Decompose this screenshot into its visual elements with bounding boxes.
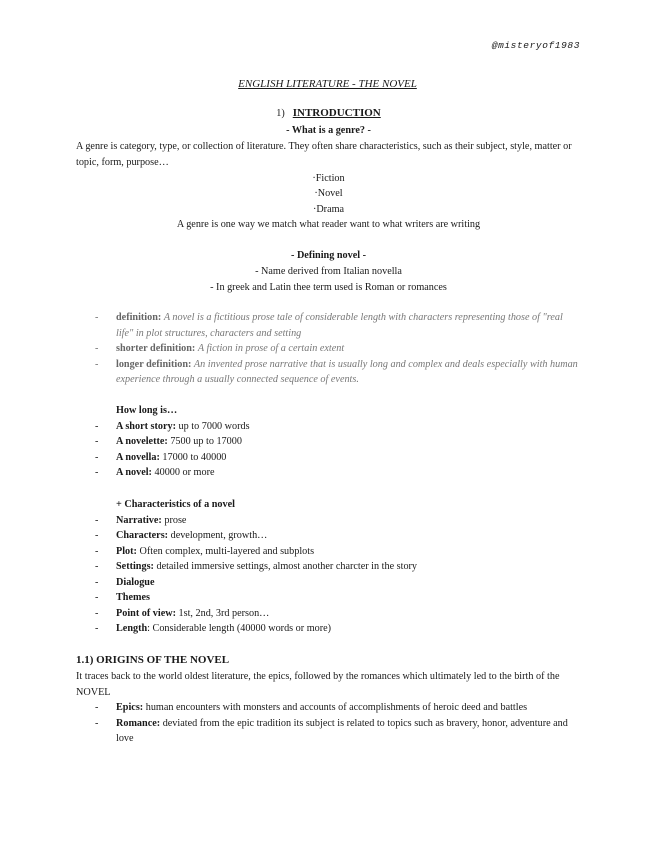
list-item: - A short story: up to 7000 words <box>95 420 250 432</box>
section-heading-introduction <box>76 106 581 122</box>
list-item: - Plot: Often complex, multi-layered and subplots <box>95 545 315 557</box>
how-long-heading: How long is… <box>116 405 178 416</box>
author-handle: @misteryof1983 <box>491 40 580 51</box>
dash-bullet: - <box>95 312 99 323</box>
defining-novel-heading: - Defining novel - <box>291 250 366 261</box>
list-item: - Dialogue <box>95 576 155 588</box>
dash-bullet: - <box>95 358 99 370</box>
definition-list <box>76 310 581 388</box>
characteristics-list <box>76 513 581 637</box>
characteristics-section <box>76 497 581 637</box>
genre-list-item: ·Novel <box>314 188 343 199</box>
origins-list-wrap <box>76 700 581 747</box>
section-number: 1) <box>276 108 285 119</box>
genre-note: A genre is one way we match what reader want to what writers are writing <box>176 219 481 230</box>
list-item: - Characters: development, growth… <box>95 530 268 541</box>
genre-list-item: ·Fiction <box>312 173 345 184</box>
list-item: - A novella: 17000 to 40000 <box>95 451 227 463</box>
list-item: - Romance: deviated from the epic tradition its subject is related to topics such as bravery, honor, adventure and love <box>95 717 568 744</box>
genre-question: - What is a genre? - <box>286 125 371 136</box>
definition-term: definition: <box>116 312 162 323</box>
origins-paragraph: It traces back to the world oldest literature, the epics, followed by the romances which ultimately led to the birth of the NOVEL <box>76 671 560 698</box>
definition-item <box>76 357 581 388</box>
definition-term: longer definition: <box>116 358 192 370</box>
definition-item <box>76 341 581 357</box>
list-item: - Narrative: prose <box>95 514 187 526</box>
characteristics-heading: + Characteristics of a novel <box>116 499 235 510</box>
length-list <box>76 419 581 481</box>
list-item: - Epics: human encounters with monsters and accounts of accomplishments of heroic deed and battles <box>95 702 528 713</box>
origins-heading: 1.1) ORIGINS OF THE NOVEL <box>76 654 230 666</box>
defining-line: - Name derived from Italian novella <box>255 266 402 277</box>
genre-paragraph: A genre is category, type, or collection of literature. They often share characteristics, such as their subject, style, matter or topic, form, purpose… <box>76 141 572 168</box>
list-item: - A novelette: 7500 up to 17000 <box>95 436 242 447</box>
list-item: - Settings: detailed immersive settings, almost another charcter in the story <box>95 561 418 572</box>
definition-text: An invented prose narrative that is usually long and complex and deals especially with human experience through a usually connected sequence of events. <box>116 358 578 385</box>
how-long-section <box>76 403 581 481</box>
definition-item <box>76 310 581 341</box>
list-item: - Length: Considerable length (40000 words or more) <box>95 623 332 634</box>
dash-bullet: - <box>95 343 99 354</box>
definition-text: A novel is a fictitious prose tale of considerable length with characters representing those of "real life" in plot structures, characters and setting <box>116 312 563 339</box>
definition-text: A fiction in prose of a certain extent <box>197 343 345 354</box>
section-title: INTRODUCTION <box>292 107 381 119</box>
defining-line: - In greek and Latin thee term used is Roman or romances <box>210 282 447 293</box>
list-item: - A novel: 40000 or more <box>95 467 215 478</box>
origins-list <box>76 700 581 747</box>
definition-term: shorter definition: <box>116 343 196 354</box>
list-item: - Point of view: 1st, 2nd, 3rd person… <box>95 607 270 619</box>
document-title: ENGLISH LITERATURE - THE NOVEL <box>238 78 417 90</box>
list-item: - Themes <box>95 592 150 603</box>
genre-list-item: ·Drama <box>312 204 345 215</box>
